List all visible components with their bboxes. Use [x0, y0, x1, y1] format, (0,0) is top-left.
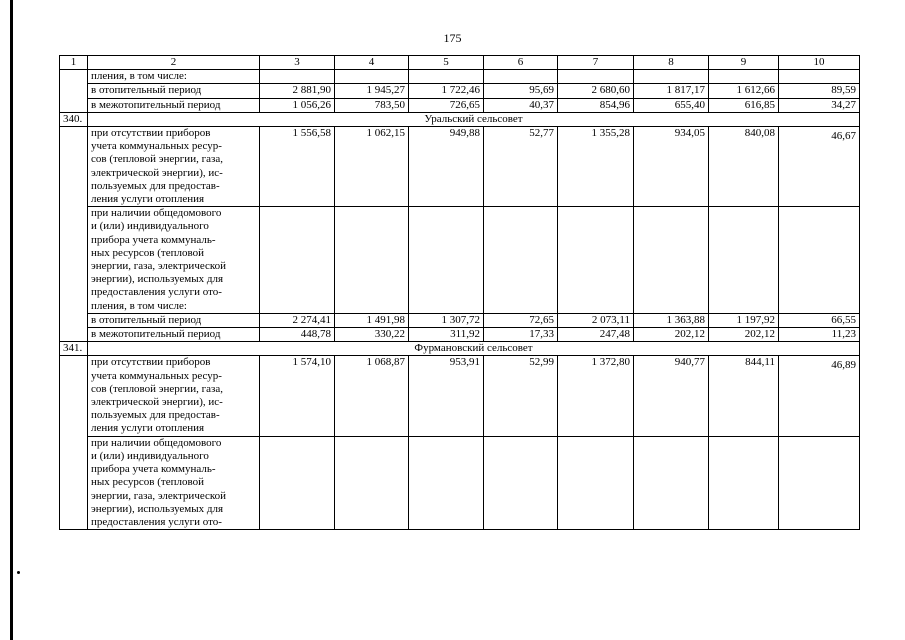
value-cell: 311,92 [409, 328, 484, 342]
value-cell: 52,77 [484, 127, 558, 207]
table-row [60, 356, 860, 436]
row-label: в отопительный период [88, 313, 260, 327]
label-line: ления услуги отопления [91, 422, 205, 435]
value-cell: 46,67 [779, 127, 860, 207]
value-cell: 66,55 [779, 313, 860, 327]
value-cell: 1 612,66 [709, 84, 779, 98]
header-cell: 2 [88, 56, 260, 70]
label-line: прибора учета коммуналь- [91, 463, 216, 476]
header-cell: 6 [484, 56, 558, 70]
value-cell: 95,69 [484, 84, 558, 98]
label-line: при наличии общедомового [91, 207, 222, 220]
value-cell: 1 062,15 [335, 127, 409, 207]
table-row [60, 98, 860, 112]
tariff-table [59, 55, 860, 530]
table-row [60, 70, 860, 84]
table-row [60, 84, 860, 98]
value-cell: 726,65 [409, 98, 484, 112]
value-cell: 1 363,88 [634, 313, 709, 327]
value-cell: 616,85 [709, 98, 779, 112]
value-cell: 1 068,87 [335, 356, 409, 436]
label-line: ных ресурсов (тепловой [91, 246, 204, 259]
value-cell: 72,65 [484, 313, 558, 327]
section-number: 340. [60, 112, 88, 126]
value-cell: 40,37 [484, 98, 558, 112]
value-cell: 2 073,11 [558, 313, 634, 327]
row-label [88, 127, 260, 207]
label-line: прибора учета коммуналь- [91, 233, 216, 246]
label-line: сов (тепловой энергии, газа, [91, 382, 223, 395]
label-line: предоставления услуги ото- [91, 286, 222, 299]
margin-dot [17, 571, 20, 574]
label-line: при отсутствии приборов [91, 356, 211, 369]
header-cell: 4 [335, 56, 409, 70]
value-cell: 844,11 [709, 356, 779, 436]
value-cell: 1 372,80 [558, 356, 634, 436]
label-line: пления, в том числе: [91, 299, 187, 312]
value-cell: 46,89 [779, 356, 860, 436]
header-cell: 7 [558, 56, 634, 70]
row-label [88, 356, 260, 436]
label-line: учета коммунальных ресур- [91, 140, 222, 153]
left-border-line [10, 0, 13, 640]
value-cell: 1 056,26 [260, 98, 335, 112]
label-line: сов (тепловой энергии, газа, [91, 153, 223, 166]
value-cell: 11,23 [779, 328, 860, 342]
value-cell: 783,50 [335, 98, 409, 112]
label-line: ления услуги отопления [91, 193, 205, 206]
section-header-row [60, 112, 860, 126]
value-cell: 1 722,46 [409, 84, 484, 98]
value-cell: 953,91 [409, 356, 484, 436]
table-row [60, 328, 860, 342]
value-cell: 202,12 [634, 328, 709, 342]
table-row [60, 313, 860, 327]
value-cell: 202,12 [709, 328, 779, 342]
empty-cell [60, 70, 88, 113]
header-cell: 8 [634, 56, 709, 70]
value-cell: 330,22 [335, 328, 409, 342]
value-cell: 448,78 [260, 328, 335, 342]
label-line: предоставления услуги ото- [91, 515, 222, 528]
value-cell: 1 491,98 [335, 313, 409, 327]
label-line: при отсутствии приборов [91, 127, 211, 140]
value-cell: 840,08 [709, 127, 779, 207]
header-cell: 1 [60, 56, 88, 70]
section-title: Фурмановский сельсовет [88, 342, 860, 356]
label-line: при наличии общедомового [91, 436, 222, 449]
label-line: пользуемых для предостав- [91, 409, 220, 422]
label-line: энергии, газа, электрической [91, 260, 227, 273]
label-line: учета коммунальных ресур- [91, 369, 222, 382]
value-cell: 17,33 [484, 328, 558, 342]
row-label [88, 436, 260, 529]
section-number: 341. [60, 342, 88, 356]
label-line: и (или) индивидуального [91, 449, 209, 462]
value-cell: 940,77 [634, 356, 709, 436]
label-line: энергии, газа, электрической [91, 489, 227, 502]
value-cell: 2 274,41 [260, 313, 335, 327]
label-line: электрической энергии), ис- [91, 166, 223, 179]
header-cell: 5 [409, 56, 484, 70]
value-cell: 1 197,92 [709, 313, 779, 327]
value-cell: 2 881,90 [260, 84, 335, 98]
empty-cell [60, 127, 88, 342]
table-row [60, 207, 860, 314]
label-line: энергии), используемых для [91, 502, 224, 515]
label-line: ных ресурсов (тепловой [91, 476, 204, 489]
value-cell: 1 307,72 [409, 313, 484, 327]
value-cell: 2 680,60 [558, 84, 634, 98]
value-cell: 247,48 [558, 328, 634, 342]
header-cell: 3 [260, 56, 335, 70]
value-cell: 1 817,17 [634, 84, 709, 98]
section-header-row [60, 342, 860, 356]
label-line: электрической энергии), ис- [91, 396, 223, 409]
value-cell: 854,96 [558, 98, 634, 112]
table-row [60, 127, 860, 207]
row-label: в отопительный период [88, 84, 260, 98]
header-row [60, 56, 860, 70]
value-cell: 52,99 [484, 356, 558, 436]
row-label: пления, в том числе: [88, 70, 260, 84]
value-cell: 1 945,27 [335, 84, 409, 98]
row-label: в межотопительный период [88, 328, 260, 342]
value-cell: 1 574,10 [260, 356, 335, 436]
header-cell: 10 [779, 56, 860, 70]
page-number: 175 [443, 31, 462, 45]
label-line: пользуемых для предостав- [91, 179, 220, 192]
section-title: Уральский сельсовет [88, 112, 860, 126]
header-cell: 9 [709, 56, 779, 70]
value-cell: 934,05 [634, 127, 709, 207]
table-row [60, 436, 860, 529]
value-cell: 655,40 [634, 98, 709, 112]
row-label: в межотопительный период [88, 98, 260, 112]
row-label [88, 207, 260, 314]
value-cell: 1 355,28 [558, 127, 634, 207]
label-line: и (или) индивидуального [91, 220, 209, 233]
value-cell: 34,27 [779, 98, 860, 112]
value-cell: 1 556,58 [260, 127, 335, 207]
label-line: энергии), используемых для [91, 273, 224, 286]
empty-cell [60, 356, 88, 530]
value-cell: 949,88 [409, 127, 484, 207]
value-cell: 89,59 [779, 84, 860, 98]
